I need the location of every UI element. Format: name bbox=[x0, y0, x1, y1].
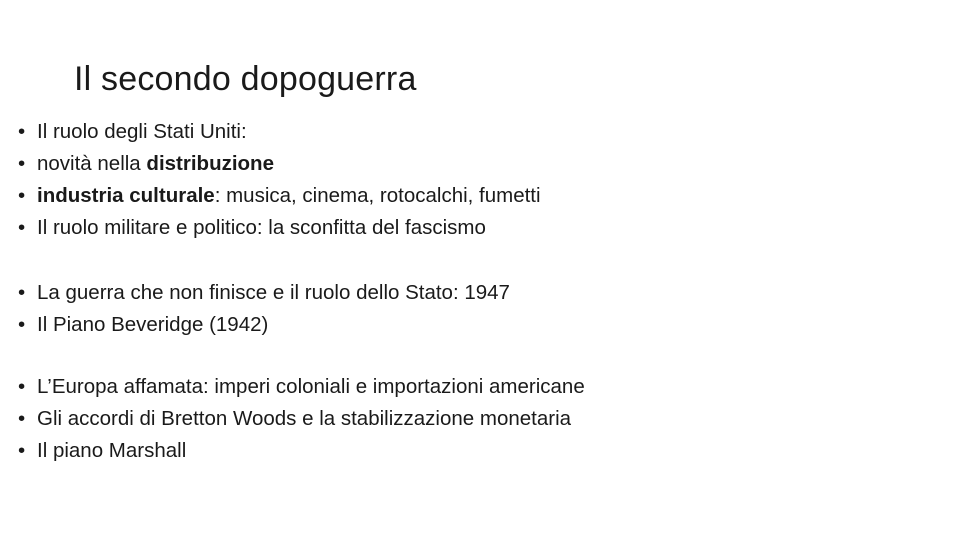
bullet-text-bold: distribuzione bbox=[146, 152, 274, 175]
bullet-text: Il ruolo militare e politico: la sconfitta del fascismo bbox=[37, 216, 486, 239]
bullet-text: L’Europa affamata: imperi coloniali e importazioni americane bbox=[37, 375, 585, 398]
bullet-text: novità nella bbox=[37, 152, 147, 175]
bullet-item bbox=[18, 403, 585, 435]
bullet-icon: • bbox=[18, 120, 26, 143]
bullet-item bbox=[18, 148, 541, 180]
bullet-icon: • bbox=[18, 281, 26, 304]
bullet-icon: • bbox=[18, 439, 26, 462]
bullet-item bbox=[18, 277, 510, 309]
bullet-text-bold: industria culturale bbox=[37, 184, 215, 207]
bullet-item bbox=[18, 212, 541, 244]
bullet-text: Il Piano Beveridge (1942) bbox=[37, 313, 269, 336]
bullet-text: Il piano Marshall bbox=[37, 439, 187, 462]
bullet-icon: • bbox=[18, 152, 26, 175]
bullet-group-state-role bbox=[18, 277, 510, 341]
bullet-text: Il ruolo degli Stati Uniti: bbox=[37, 120, 247, 143]
bullet-text: : musica, cinema, rotocalchi, fumetti bbox=[214, 184, 541, 207]
bullet-group-us-role bbox=[18, 116, 541, 244]
bullet-icon: • bbox=[18, 313, 26, 336]
bullet-item bbox=[18, 309, 510, 341]
bullet-item bbox=[18, 116, 541, 148]
bullet-group-europe bbox=[18, 371, 585, 467]
bullet-icon: • bbox=[18, 184, 26, 207]
slide-title: Il secondo dopoguerra bbox=[74, 60, 417, 98]
bullet-text: La guerra che non finisce e il ruolo dello Stato: 1947 bbox=[37, 281, 510, 304]
bullet-icon: • bbox=[18, 407, 26, 430]
bullet-icon: • bbox=[18, 375, 26, 398]
bullet-text: Gli accordi di Bretton Woods e la stabilizzazione monetaria bbox=[37, 407, 572, 430]
bullet-item bbox=[18, 435, 585, 467]
bullet-item bbox=[18, 180, 541, 212]
bullet-icon: • bbox=[18, 216, 26, 239]
bullet-item bbox=[18, 371, 585, 403]
